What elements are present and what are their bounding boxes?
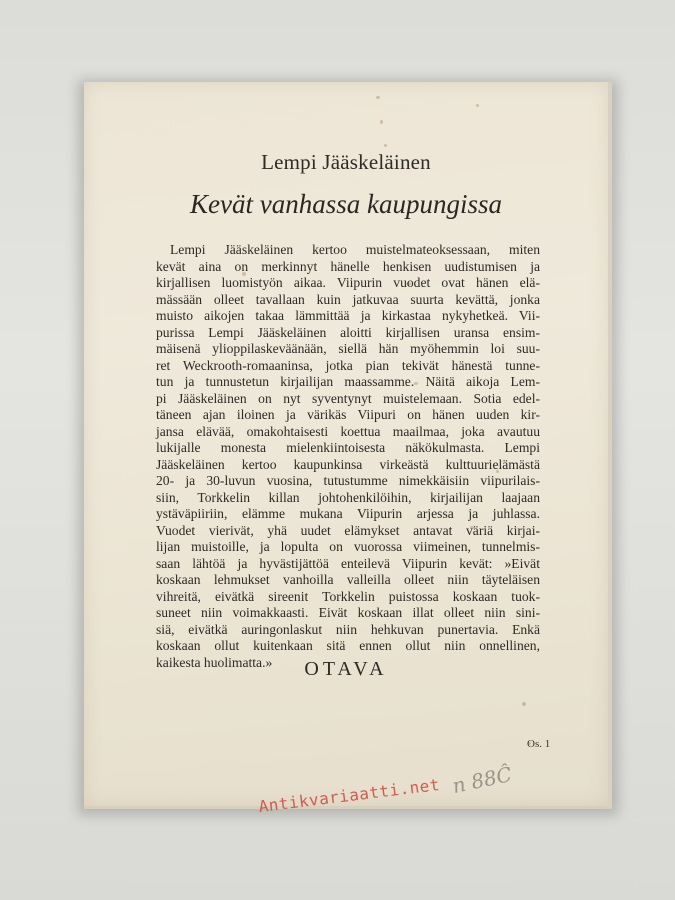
blurb-line: koskaan lehmukset vanhoilla valleilla olleet niin täyteläisen — [156, 572, 540, 587]
blurb-line: 20- ja 30-luvun vuosina, tutustumme nimekkäisiin viipurilais- — [156, 473, 540, 488]
blurb-line: siä, eivätkä auringonlaskut niin hehkuvan punertavia. Enkä — [156, 621, 540, 637]
blurb-line: suneet niin voimakkaasti. Eivät koskaan illat olleet niin sini- — [156, 605, 540, 620]
age-stain — [376, 96, 380, 99]
blurb-line: ret Weckrooth-romaaninsa, jotka pian tekivät hänestä tunne- — [156, 357, 540, 373]
blurb-line: muisto aikojen takaa lämmittää ja kirkastaa nykyhetkeä. Vii- — [156, 308, 540, 323]
blurb-line: lukijalle monesta mielenkiintoisesta näkökulmasta. Lempi — [156, 440, 540, 455]
blurb-line: pi Jääskeläinen on nyt syventynyt muistelemaan. Sotia edel- — [156, 390, 540, 406]
blurb-line: Lempi Jääskeläinen kertoo muistelmateoksessaan, miten — [170, 242, 540, 257]
blurb-line: lijan muistoille, ja lopulta on vuorossa viimeinen, tunnelmis- — [156, 539, 540, 554]
blurb-line: Vuodet vierivät, yhä uudet elämykset antavat väriä kirjai- — [156, 522, 540, 538]
age-stain — [380, 120, 383, 124]
age-stain — [476, 104, 479, 107]
publisher-name: OTAVA — [304, 658, 388, 680]
blurb-line: ystäväpiiriin, elämme mukana Viipurin arjessa ja juhlassa. — [156, 506, 540, 521]
blurb-line: vihreitä, eivätkä sireenit Torkkelin puistossa koskaan tuok- — [156, 588, 540, 604]
blurb-line: mässään olleet tavallaan kuin jatkuvaa suurta kevättä, jonka — [156, 291, 540, 307]
blurb-line: kaikesta huolimatta.» — [156, 654, 273, 670]
book-back-cover — [84, 82, 612, 809]
watermark-text: Antikvariaatti.net — [257, 774, 441, 817]
author-name: Lempi Jääskeläinen — [261, 150, 431, 174]
blurb-line: purissa Lempi Jääskeläinen aloitti kirjallisen uransa ensim- — [156, 324, 540, 340]
blurb-text — [156, 242, 540, 671]
blurb-line: jansa elävää, omakohtaisesti koettua maailmaa, joka avautuu — [156, 423, 540, 439]
blurb-line: Jääskeläinen kertoo kaupunkinsa virkeästä kulttuurielämästä — [156, 456, 540, 472]
book-title: Kevät vanhassa kaupungissa — [190, 189, 502, 219]
blurb-line: täneen ajan iloinen ja värikäs Viipuri on hänen uuden kir- — [156, 407, 540, 422]
pencil-note: n 88Ĉ — [450, 762, 514, 798]
catalog-code: Os. 1 — [527, 738, 551, 750]
age-stain — [384, 144, 387, 147]
blurb-line: kevät aina on merkinnyt hänelle henkisen uudistumisen ja — [156, 258, 540, 274]
blurb-line: tun ja tunnustetun kirjailijan maassamme. Näitä aikoja Lem- — [156, 374, 540, 389]
blurb-line: mäisenä ylioppilaskeväänään, siellä hän myöhemmin loi suu- — [156, 341, 540, 356]
blurb-line: siin, Torkkelin killan johtohenkilöihin, kirjailijan laajaan — [156, 489, 540, 505]
blurb-line: saan lähtöä ja hyvästijättöä enteilevä Viipurin kevät: »Eivät — [156, 555, 540, 571]
blurb-line: kirjallisen luomistyön aikaa. Viipurin vuodet ovat hänen elä- — [156, 275, 540, 290]
age-stain — [522, 702, 526, 706]
blurb-line: koskaan ollut kuitenkaan sitä ennen ollut niin onnellinen, — [156, 638, 540, 653]
